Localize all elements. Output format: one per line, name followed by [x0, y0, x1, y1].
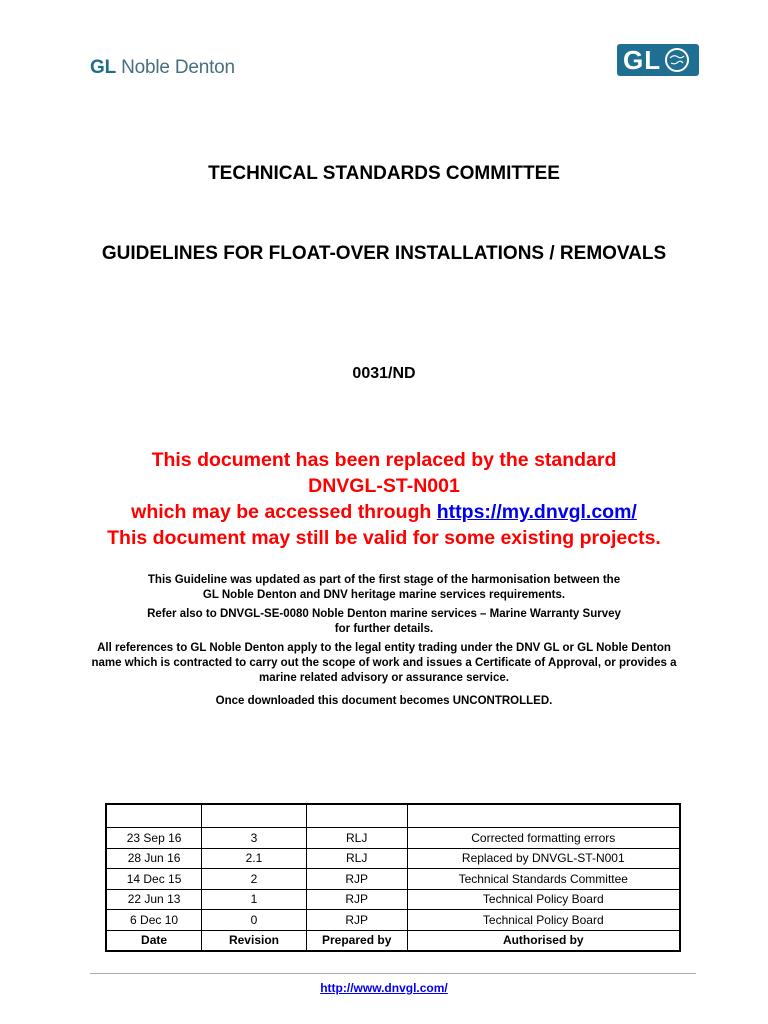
table-cell: [407, 804, 680, 828]
table-row: [106, 848, 680, 869]
table-row-blank: [106, 804, 680, 828]
replacement-notice: [0, 447, 768, 551]
notice-line-2: DNVGL-ST-N001: [308, 475, 460, 497]
table-row: [106, 910, 680, 931]
table-row: [106, 889, 680, 910]
note-refer: [0, 607, 768, 637]
brand-name: [90, 57, 235, 79]
notes-block: [0, 573, 768, 713]
header-prepared-by: Prepared by: [306, 930, 407, 951]
table-cell: 22 Jun 13: [106, 889, 202, 910]
table-row: [106, 828, 680, 849]
table-cell: Technical Policy Board: [407, 910, 680, 931]
table-cell: [306, 804, 407, 828]
header-authorised-by: Authorised by: [407, 930, 680, 951]
table-cell: RJP: [306, 869, 407, 890]
dnvgl-portal-link[interactable]: https://my.dnvgl.com/: [436, 501, 637, 523]
table-cell: 1: [202, 889, 307, 910]
table-cell: Technical Policy Board: [407, 889, 680, 910]
table-row: [106, 869, 680, 890]
table-cell: Corrected formatting errors: [407, 828, 680, 849]
notice-line-3-prefix: which may be accessed through: [131, 501, 432, 523]
notice-line-4: This document may still be valid for some existing projects.: [107, 527, 661, 549]
table-cell: 23 Sep 16: [106, 828, 202, 849]
table-cell: 3: [202, 828, 307, 849]
table-cell: Technical Standards Committee: [407, 869, 680, 890]
table-header-row: [106, 930, 680, 951]
note-harmonisation: [0, 573, 768, 603]
revision-table: [105, 803, 681, 952]
table-cell: [202, 804, 307, 828]
gl-logo: [617, 44, 699, 76]
table-cell: RLJ: [306, 848, 407, 869]
table-cell: Replaced by DNVGL-ST-N001: [407, 848, 680, 869]
document-number: 0031/ND: [352, 365, 416, 382]
table-cell: RLJ: [306, 828, 407, 849]
note-2-line-2: for further details.: [334, 623, 434, 635]
page-title: TECHNICAL STANDARDS COMMITTEE: [208, 163, 560, 184]
globe-icon: [664, 47, 690, 73]
notice-line-1: This document has been replaced by the standard: [151, 449, 617, 471]
page-subtitle: GUIDELINES FOR FLOAT-OVER INSTALLATIONS / REMOVALS: [101, 243, 667, 264]
note-3-line-1: All references to GL Noble Denton apply to the legal entity trading under the DNV GL or GL Noble Denton: [97, 642, 671, 654]
brand-gl: GL: [90, 57, 116, 78]
note-uncontrolled: Once downloaded this document becomes UNCONTROLLED.: [215, 695, 553, 707]
note-3-line-2: name which is contracted to carry out the scope of work and issues a Certificate of Approval, or provides a: [91, 657, 677, 669]
note-3-line-3: marine related advisory or assurance service.: [259, 672, 509, 684]
header-revision: Revision: [202, 930, 307, 951]
table-cell: 14 Dec 15: [106, 869, 202, 890]
footer: [0, 981, 768, 995]
note-2-line-1: Refer also to DNVGL-SE-0080 Noble Denton marine services – Marine Warranty Survey: [147, 608, 621, 620]
header-date: Date: [106, 930, 202, 951]
note-legal-entity: [0, 641, 768, 686]
table-cell: 2: [202, 869, 307, 890]
table-cell: 28 Jun 16: [106, 848, 202, 869]
table-cell: 2.1: [202, 848, 307, 869]
dnvgl-website-link[interactable]: http://www.dnvgl.com/: [320, 981, 448, 995]
table-cell: 0: [202, 910, 307, 931]
note-1-line-1: This Guideline was updated as part of the first stage of the harmonisation between the: [147, 574, 621, 586]
notice-line-3: [0, 499, 768, 525]
table-cell: RJP: [306, 910, 407, 931]
footer-divider: [90, 973, 696, 974]
logo-text: GL: [623, 45, 662, 75]
table-cell: [106, 804, 202, 828]
note-1-line-2: GL Noble Denton and DNV heritage marine services requirements.: [202, 589, 566, 601]
table-cell: 6 Dec 10: [106, 910, 202, 931]
brand-rest: Noble Denton: [121, 57, 235, 78]
table-cell: RJP: [306, 889, 407, 910]
